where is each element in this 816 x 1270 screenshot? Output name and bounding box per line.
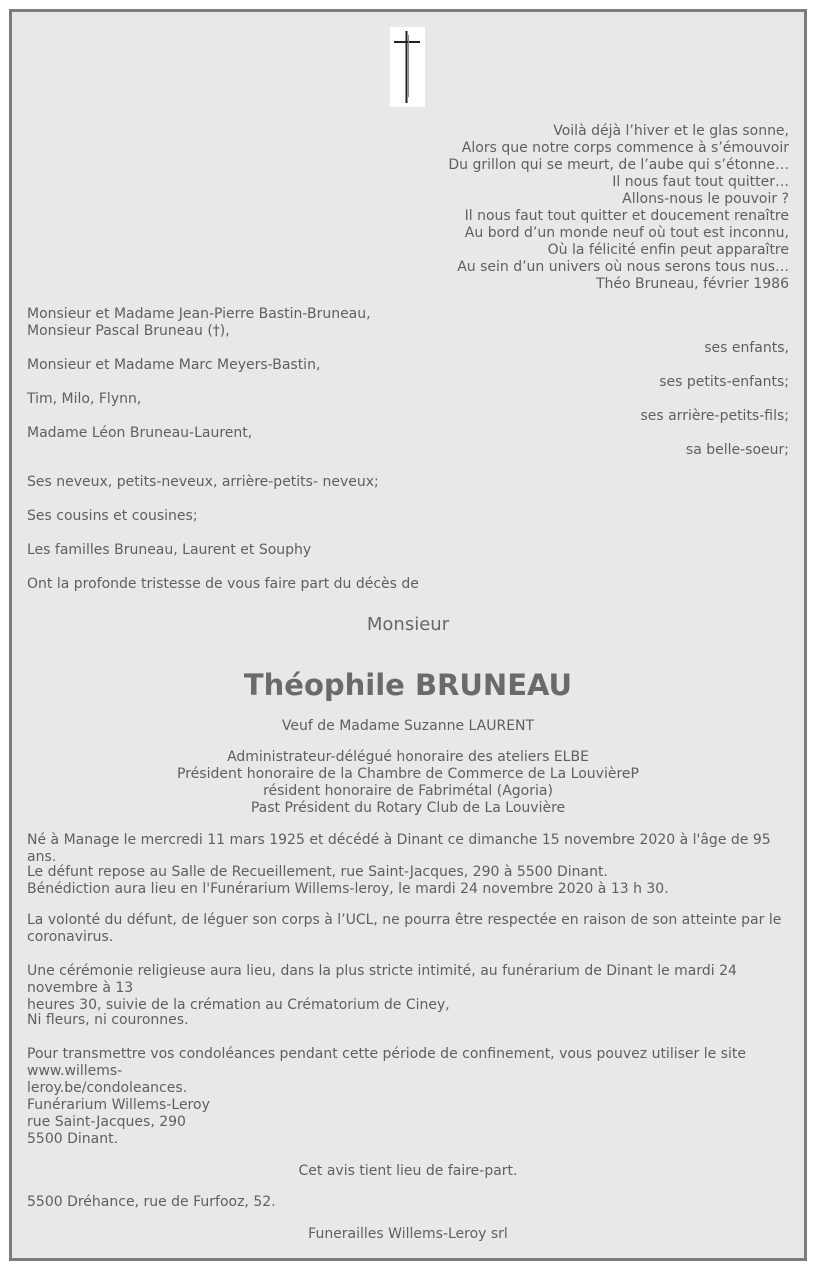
obituary-notice bbox=[9, 9, 807, 1261]
deceased-role: résident honoraire de Fabrimétal (Agoria) bbox=[263, 783, 553, 799]
deceased-role: Administrateur-délégué honoraire des ateliers ELBE bbox=[227, 749, 589, 765]
condolences-line: Pour transmettre vos condoléances pendant cette période de confinement, vous pouvez utiliser le site www.willems- bbox=[27, 1046, 746, 1079]
family-address: 5500 Dréhance, rue de Furfooz, 52. bbox=[27, 1194, 276, 1210]
deceased-title: Monsieur bbox=[366, 614, 450, 635]
poem-signature: Théo Bruneau, février 1986 bbox=[595, 276, 789, 292]
funeral-home-street: rue Saint-Jacques, 290 bbox=[27, 1114, 186, 1130]
condolences-info bbox=[27, 1046, 789, 1097]
family-list bbox=[27, 306, 789, 459]
family-children-role: ses enfants, bbox=[704, 340, 789, 356]
poem-line: Au bord d’un monde neuf où tout est inconnu, bbox=[464, 225, 789, 241]
family-cousins: Ses cousins et cousines; bbox=[27, 508, 198, 524]
poem-line: Où la félicité enfin peut apparaître bbox=[547, 242, 789, 258]
funeral-home-city: 5500 Dinant. bbox=[27, 1131, 119, 1147]
poem-line: Voilà déjà l’hiver et le glas sonne, bbox=[553, 123, 789, 139]
poem-line: Il nous faut tout quitter… bbox=[612, 174, 789, 190]
family-families: Les familles Bruneau, Laurent et Souphy bbox=[27, 542, 312, 558]
repose-line: Le défunt repose au Salle de Recueillement, rue Saint-Jacques, 290 à 5500 Dinant. bbox=[27, 864, 608, 880]
family-great-grandchildren: Tim, Milo, Flynn, bbox=[27, 391, 142, 407]
notice-text: Cet avis tient lieu de faire-part. bbox=[298, 1163, 518, 1179]
family-great-grandchildren-role: ses arrière-petits-fils; bbox=[640, 408, 789, 424]
poem-line: Du grillon qui se meurt, de l’aube qui s’étonne… bbox=[448, 157, 789, 173]
family-sister-in-law-role: sa belle-soeur; bbox=[685, 442, 789, 458]
deceased-role: Président honoraire de la Chambre de Commerce de La LouvièreP bbox=[177, 766, 639, 782]
poem bbox=[448, 123, 789, 293]
will-line: La volonté du défunt, de léguer son corps à l’UCL, ne pourra être respectée en raison de son atteinte par le bbox=[27, 912, 782, 928]
poem-line: Il nous faut tout quitter et doucement renaître bbox=[464, 208, 789, 224]
deceased-role: Past Président du Rotary Club de La Louvière bbox=[250, 800, 566, 816]
no-flowers: Ni fleurs, ni couronnes. bbox=[27, 1012, 189, 1028]
deceased-widower: Veuf de Madame Suzanne LAURENT bbox=[281, 718, 535, 734]
ceremony-info bbox=[27, 963, 789, 1014]
deceased-name: Théophile BRUNEAU bbox=[243, 668, 573, 702]
funeral-home-address bbox=[27, 1097, 789, 1148]
funeral-home-name: Funérarium Willems-Leroy bbox=[27, 1097, 210, 1113]
poem-line: Allons-nous le pouvoir ? bbox=[622, 191, 789, 207]
family-nephews: Ses neveux, petits-neveux, arrière-petits- neveux; bbox=[27, 474, 379, 490]
repose-info bbox=[27, 864, 789, 898]
will-line: coronavirus. bbox=[27, 929, 114, 945]
benediction-line: Bénédiction aura lieu en l'Funérarium Willems-leroy, le mardi 24 novembre 2020 à 13 h 30. bbox=[27, 881, 669, 897]
cross-icon bbox=[390, 27, 425, 107]
condolences-line: leroy.be/condoleances. bbox=[27, 1080, 188, 1096]
family-children-1: Monsieur et Madame Jean-Pierre Bastin-Bruneau, bbox=[27, 306, 371, 322]
will-info bbox=[27, 912, 789, 946]
ceremony-line: heures 30, suivie de la crémation au Crématorium de Ciney, bbox=[27, 997, 450, 1013]
family-children-2: Monsieur Pascal Bruneau (†), bbox=[27, 323, 230, 339]
family-grandchildren-role: ses petits-enfants; bbox=[659, 374, 789, 390]
poem-line: Alors que notre corps commence à s’émouvoir bbox=[461, 140, 789, 156]
cross-icon-box bbox=[390, 27, 425, 107]
family-grandchildren: Monsieur et Madame Marc Meyers-Bastin, bbox=[27, 357, 321, 373]
poem-line: Au sein d’un univers où nous serons tous nus… bbox=[457, 259, 789, 275]
family-sister-in-law: Madame Léon Bruneau-Laurent, bbox=[27, 425, 253, 441]
birth-death: Né à Manage le mercredi 11 mars 1925 et décédé à Dinant ce dimanche 15 novembre 2020 à l'âge de 95 ans. bbox=[27, 832, 771, 865]
ceremony-line: Une cérémonie religieuse aura lieu, dans la plus stricte intimité, au funérarium de Dinant le mardi 24 novembre à 13 bbox=[27, 963, 737, 996]
announcement: Ont la profonde tristesse de vous faire part du décès de bbox=[27, 576, 419, 592]
deceased-roles bbox=[27, 749, 789, 817]
footer-text: Funerailles Willems-Leroy srl bbox=[308, 1226, 508, 1242]
